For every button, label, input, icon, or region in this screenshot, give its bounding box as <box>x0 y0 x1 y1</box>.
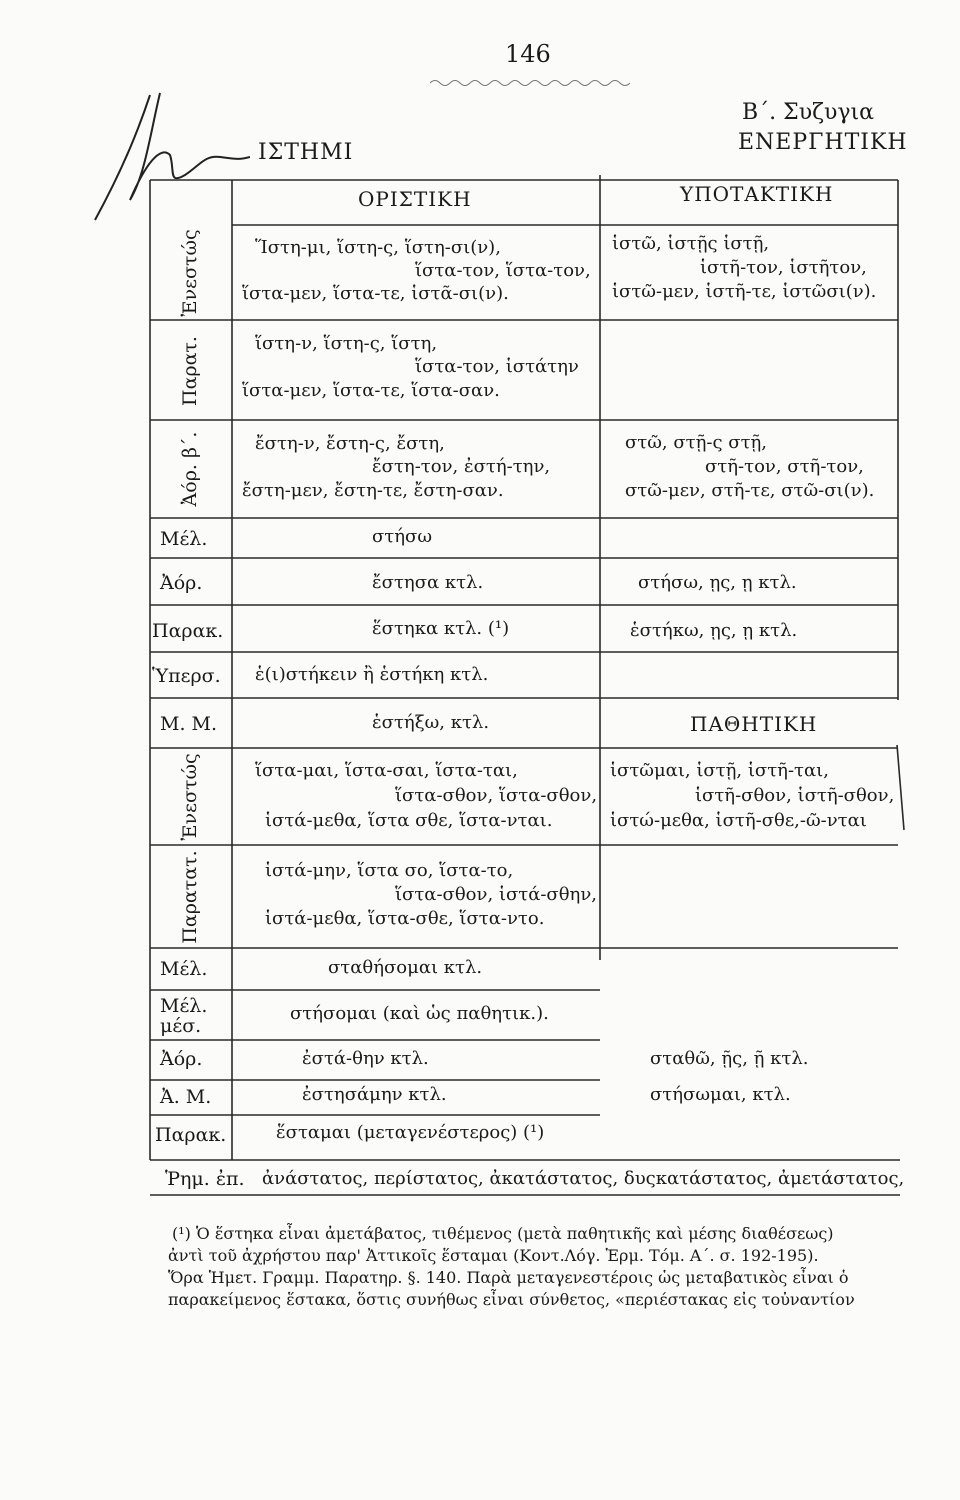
row-label-present-active: Ἐνεστώς <box>179 229 201 317</box>
voice-passive-label: ΠΑΘΗΤΙΚΗ <box>690 712 818 736</box>
indicative-perfect: ἕστηκα κτλ. (¹) <box>372 618 510 639</box>
row-label-future-middle-sub: μέσ. <box>160 1015 202 1037</box>
row-label-aorist-2: Ἀόρ. β΄. <box>179 431 201 507</box>
indicative-header: ΟΡΙΣΤΙΚΗ <box>358 187 472 211</box>
footnote-line-1: (¹) Ὁ ἕστηκα εἶναι ἀμετάβατος, τιθέμενος (μετὰ παθητικῆς καὶ μέσης διαθέσεως) <box>172 1224 834 1243</box>
row-label-imperfect-passive: Παρατατ. <box>179 850 201 944</box>
indicative-present-passive-line-1: ἵστα-μαι, ἵστα-σαι, ἵστα-ται, <box>255 760 518 781</box>
row-label-imperfect-active: Παρατ. <box>179 336 201 406</box>
footnote-line-2: ἀντὶ τοῦ ἀχρήστου παρ' Ἀττικοῖς ἕσταμαι (Κοντ.Λόγ. Ἑρμ. Τόμ. Α΄. σ. 192-195). <box>168 1246 819 1265</box>
row-label-perfect-passive: Παρακ. <box>155 1124 227 1146</box>
row-label-future-perfect: Μ. Μ. <box>160 713 218 735</box>
subjunctive-present-line-2: ἱστῆ-τον, ἱστῆτον, <box>700 257 867 278</box>
row-label-aorist: Ἀόρ. <box>160 572 203 594</box>
indicative-present-passive-line-3: ἱστά-μεθα, ἵστα σθε, ἵστα-νται. <box>265 810 553 831</box>
subjunctive-aorist2-line-1: στῶ, στῇ-ς στῇ, <box>625 432 768 453</box>
row-label-aorist-passive: Ἀόρ. <box>160 1048 203 1070</box>
indicative-imperfect-line-2: ἵστα-τον, ἱστάτην <box>415 356 579 377</box>
indicative-future-passive: σταθήσομαι κτλ. <box>328 957 483 978</box>
subjunctive-present-line-1: ἱστῶ, ἱστῇς ἱστῇ, <box>612 233 770 254</box>
indicative-imperfect-passive-line-2: ἵστα-σθον, ἱστά-σθην, <box>395 884 597 905</box>
indicative-imperfect-line-1: ἵστη-ν, ἵστη-ς, ἵστη, <box>255 333 438 354</box>
derivatives-text: ἀνάστατος, περίστατος, ἀκατάστατος, δυςκατάστατος, ἀμετάστατος, <box>262 1168 905 1189</box>
verb-title: ΙΣΤΗΜΙ <box>258 140 354 165</box>
indicative-future: στήσω <box>372 526 432 547</box>
indicative-pluperfect: ἑ(ι)στήκειν ἢ ἑστήκη κτλ. <box>255 664 489 685</box>
subjunctive-aorist: στήσω, ῃς, ῃ κτλ. <box>638 572 797 593</box>
conjugation-label: Β΄. Συζυγια <box>742 100 875 125</box>
row-label-future-middle: Μέλ. <box>160 995 208 1017</box>
indicative-aorist-passive: ἐστά-θην κτλ. <box>302 1048 429 1069</box>
row-label-aorist-middle: Ἀ. Μ. <box>160 1086 212 1108</box>
row-label-perfect: Παρακ. <box>152 620 224 642</box>
subjunctive-aorist2-line-2: στῆ-τον, στῆ-τον, <box>705 456 864 477</box>
indicative-present-line-1: Ἵστη-μι, ἵστη-ς, ἵστη-σι(ν), <box>255 237 501 258</box>
row-label-present-passive: Ἐνεστώς <box>179 753 201 841</box>
row-label-future: Μέλ. <box>160 528 208 550</box>
indicative-aorist: ἔστησα κτλ. <box>372 572 484 593</box>
subjunctive-perfect: ἑστήκω, ῃς, ῃ κτλ. <box>630 620 798 641</box>
indicative-perfect-passive: ἕσταμαι (μεταγενέστερος) (¹) <box>276 1122 545 1143</box>
footnote-line-4: παρακείμενος ἕστακα, ὅστις συνήθως εἶναι σύνθετος, «περιέστακας εἰς τοὐναντίον <box>168 1290 855 1309</box>
subjunctive-aorist-passive: σταθῶ, ῇς, ῇ κτλ. <box>650 1048 809 1069</box>
subjunctive-present-passive-line-2: ἱστῆ-σθον, ἱστῆ-σθον, <box>695 785 895 806</box>
subjunctive-present-passive-line-1: ἱστῶμαι, ἱστῇ, ἱστῆ-ται, <box>610 760 829 781</box>
row-label-future-passive: Μέλ. <box>160 958 208 980</box>
indicative-aorist2-line-3: ἔστη-μεν, ἔστη-τε, ἔστη-σαν. <box>242 480 504 501</box>
indicative-imperfect-passive-line-3: ἱστά-μεθα, ἵστα-σθε, ἵστα-ντο. <box>265 908 545 929</box>
subjunctive-header: ΥΠΟΤΑΚΤΙΚΗ <box>680 182 834 206</box>
row-label-pluperfect: Ὑπερσ. <box>152 665 221 687</box>
indicative-future-middle: στήσομαι (καὶ ὡς παθητικ.). <box>290 1003 549 1024</box>
indicative-aorist2-line-2: ἔστη-τον, ἐστή-την, <box>372 456 551 477</box>
indicative-aorist-middle: ἐστησάμην κτλ. <box>302 1084 447 1105</box>
derivatives-label: Ῥημ. ἐπ. <box>165 1168 245 1190</box>
indicative-present-passive-line-2: ἵστα-σθον, ἵστα-σθον, <box>395 785 598 806</box>
indicative-imperfect-passive-line-1: ἱστά-μην, ἵστα σο, ἵστα-το, <box>265 860 514 881</box>
page-number: 146 <box>505 40 551 68</box>
indicative-present-line-2: ἵστα-τον, ἵστα-τον, <box>415 260 591 281</box>
subjunctive-present-passive-line-3: ἱστώ-μεθα, ἱστῆ-σθε,-ῶ-νται <box>610 810 867 831</box>
indicative-present-line-3: ἵστα-μεν, ἵστα-τε, ἱστᾶ-σι(ν). <box>242 283 509 304</box>
voice-active-label: ΕΝΕΡΓΗΤΙΚΗ <box>738 130 908 155</box>
subjunctive-present-line-3: ἱστῶ-μεν, ἱστῆ-τε, ἱστῶσι(ν). <box>612 281 877 302</box>
indicative-imperfect-line-3: ἵστα-μεν, ἵστα-τε, ἵστα-σαν. <box>242 380 500 401</box>
indicative-aorist2-line-1: ἔστη-ν, ἔστη-ς, ἔστη, <box>255 433 445 454</box>
footnote-line-3: Ὅρα Ἡμετ. Γραμμ. Παρατηρ. §. 140. Παρὰ μεταγενεστέροις ὡς μεταβατικὸς εἶναι ὁ <box>168 1268 849 1287</box>
subjunctive-aorist2-line-3: στῶ-μεν, στῆ-τε, στῶ-σι(ν). <box>625 480 875 501</box>
indicative-future-perfect: ἑστήξω, κτλ. <box>372 712 490 733</box>
subjunctive-aorist-middle: στήσωμαι, κτλ. <box>650 1084 791 1105</box>
